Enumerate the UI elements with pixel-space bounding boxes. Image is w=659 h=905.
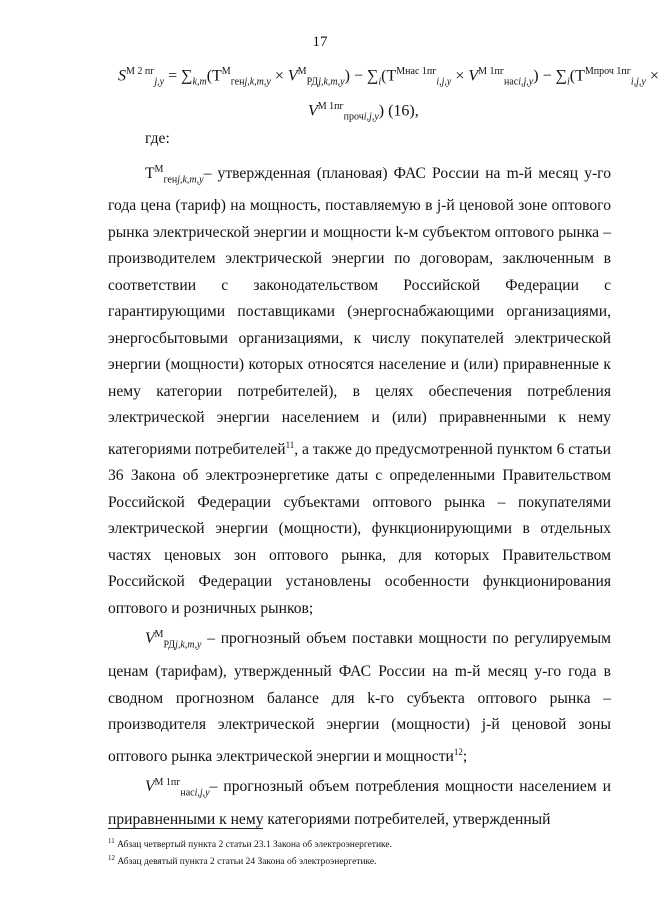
formula-number: (16),: [388, 101, 419, 119]
formula-v-proch-sub: проч: [343, 111, 364, 123]
formula-v-rd: V: [287, 67, 298, 85]
formula-t-gen-sup: M: [221, 66, 231, 77]
formula-v-rd-sub: РД: [306, 76, 319, 88]
formula-v-nas-sub: нас: [504, 76, 519, 88]
formula-v-proch-sup: M 1пг: [317, 100, 344, 112]
definition-t-gen-text-tail: , а также до предусмотренной пунктом 6 статьи 36 Закона об электроэнергетике даты с определенными Правительством Российской Федерации субъектами оптового рынка – покупателями электрической энергии (мощности), функционирующими в отдельных частях ценовых зон оптового рынка, для которых Правительством Российской Федерации установлены особенности функционирования оптового и розничных рынков;: [108, 440, 612, 617]
formula-v-proch: V: [308, 101, 318, 119]
definition-v-nas: [108, 770, 611, 833]
formula-t-gen-sub: ген: [230, 76, 245, 88]
formula-t-mnas-sup: Mнас 1пг: [396, 66, 437, 77]
footnote-divider: [108, 828, 263, 829]
symbol-v-rd-sub: РД: [163, 639, 176, 651]
formula-v-rd-idx: j,k,m,y: [318, 76, 345, 88]
footnote-12-num: 12: [108, 854, 115, 863]
formula-16: [118, 60, 659, 129]
symbol-t-gen: $T^M_{генj,k,m,y}$: [145, 163, 204, 185]
formula-v-nas-sup: M 1пг: [478, 66, 505, 77]
formula-line-2: $V^{M 1пг}_{прочi,j,y}$) (16),: [308, 100, 419, 123]
formula-t-mproch-sub: i,j,y: [630, 76, 646, 88]
formula-lhs-sup: M 2 пг: [126, 66, 155, 77]
formula-minus-1: −: [353, 67, 363, 85]
formula-v-rd-sup: M: [297, 66, 307, 77]
symbol-v-nas-sup: M 1пг: [154, 777, 181, 789]
document-body: [108, 126, 611, 834]
footnote-12: [108, 852, 611, 869]
formula-t-mproch: T: [575, 67, 585, 85]
definition-v-nas-text: – прогнозный объем потребления мощности населением и приравненными к нему категориями потребителей, утвержденный: [108, 778, 611, 829]
symbol-v-nas: $V^{M 1пг}_{насi,j,y}$: [145, 777, 210, 799]
formula-sum-3: ∑: [555, 67, 568, 85]
symbol-v-rd-sup: M: [154, 629, 164, 641]
formula-sum-1: ∑: [181, 67, 193, 85]
formula-lhs-sub: j,y: [154, 76, 165, 88]
footnote-11: [108, 835, 611, 852]
formula-t-gen: T: [212, 67, 222, 85]
formula-lhs: S: [118, 67, 126, 85]
formula-times-1: ×: [274, 67, 284, 85]
footnote-12-text: Абзац девятый пункта 2 статьи 24 Закона об электроэнергетике.: [115, 857, 377, 868]
definition-t-gen-text: – утвержденная (плановая) ФАС России на m-й месяц y-го года цена (тариф) на мощность, поставляемую в j-й ценовой зоне оптового рынка электрической энергии и мощности k-м субъектом оптового рынка – производителем электрической энергии по договорам, заключенным в соответствии с законодательством Российской Федерации с гарантирующими поставщиками (энергоснабжающими организациями, энергосбытовыми организациями, к числу покупателей электрической энергии (мощности) которых относятся население и (или) приравненные к нему категории потребителей), в целях обеспечения потребления электрической энергии населением и (или) приравненными к нему категориями потребителей: [108, 164, 611, 458]
formula-v-nas: V: [468, 67, 479, 85]
definition-t-gen: [108, 157, 611, 623]
formula-t-mnas-sub: i,j,y: [436, 76, 452, 88]
formula-t-mnas: T: [386, 67, 397, 85]
symbol-v-nas-idx: i,j,y: [194, 787, 210, 799]
formula-v-nas-idx: i,j,y: [518, 76, 534, 88]
formula-sum-2-sub: i: [378, 76, 382, 88]
symbol-v-rd-idx: j,k,m,y: [175, 639, 202, 651]
footnote-ref-11: 11: [285, 439, 295, 450]
formula-line-1: $S^{M 2 пг}_{j,y} = \sum_{k,m}(T^M_{генj,k,m,y} \times V^M_{РДj,k,m,y}) - \sum_i(T^{Mнас 1пг}_{i,j,y} \times V^{M 1пг}_{насi,j,y}) - \sum_i(T^{Mпроч 1пг}_{i,j,y}$ ×: [118, 66, 659, 88]
formula-sum-1-sub: k,m: [192, 76, 207, 88]
formula-times-2: ×: [455, 67, 465, 85]
footnote-11-text: Абзац четвертый пункта 2 статьи 23.1 Закона об электроэнергетике.: [114, 840, 393, 851]
formula-minus-2: −: [542, 67, 552, 85]
where-label: где:: [145, 130, 170, 147]
footnotes: [108, 835, 611, 869]
formula-sum-2: ∑: [366, 67, 379, 85]
formula-times-3: ×: [649, 67, 659, 85]
definition-v-rd-text-tail: ;: [462, 747, 468, 765]
symbol-t-gen-sub: ген: [163, 173, 178, 185]
page-number: 17: [312, 34, 328, 50]
footnote-ref-12: 12: [453, 746, 463, 757]
symbol-t-gen-sup: M: [154, 163, 164, 175]
symbol-v-rd: $V^M_{РДj,k,m,y}$: [145, 629, 202, 651]
formula-t-gen-idx: j,k,m,y: [244, 76, 271, 88]
definition-v-rd-text: – прогнозный объем поставки мощности по регулируемым ценам (тарифам), утвержденный ФАС России на m-й месяц y-го года в сводном прогнозном балансе для k-го субъекта оптового рынка – производителя электрической энергии (мощности) j-й ценовой зоны оптового рынка электрической энергии и мощности: [108, 630, 611, 765]
symbol-v-nas-sub: нас: [180, 787, 195, 799]
formula-t-mproch-sup: Mпроч 1пг: [584, 66, 631, 77]
formula-v-proch-idx: i,j,y: [363, 111, 379, 123]
formula-equals: =: [168, 67, 178, 85]
definition-v-rd: [108, 622, 611, 770]
formula-sum-3-sub: i: [567, 76, 570, 88]
symbol-t-gen-idx: j,k,m,y: [177, 173, 204, 185]
footnote-11-num: 11: [108, 837, 115, 845]
